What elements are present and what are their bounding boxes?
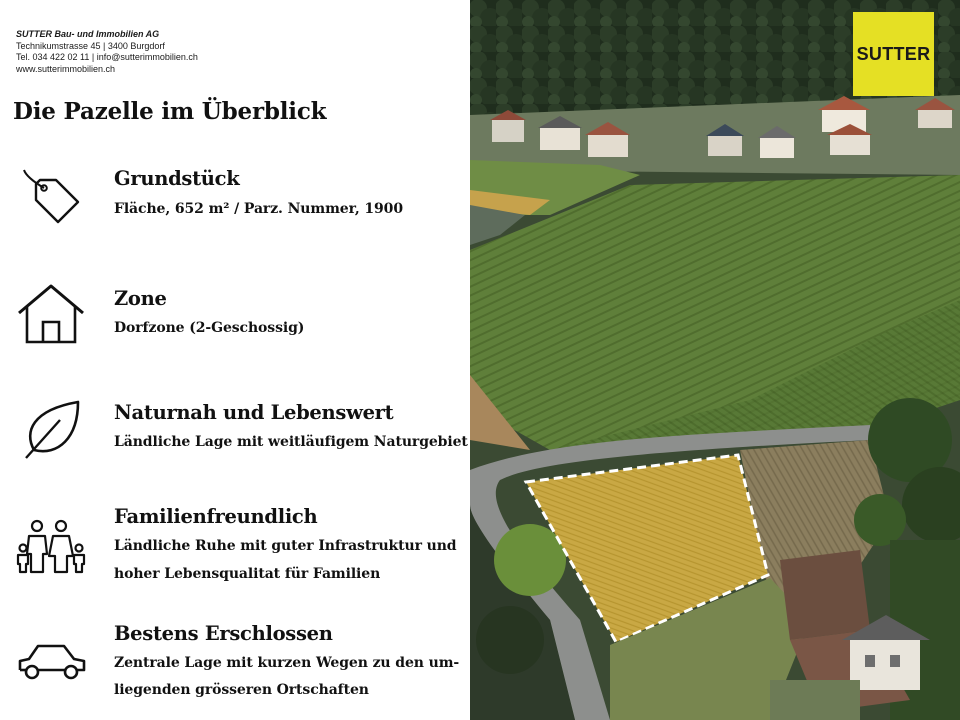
logo-text: SUTTER [856,43,931,64]
company-address: Technikumstrasse 45 | 3400 Burgdorf [16,40,165,51]
feature-title-erschlossen: Bestens Erschlossen [114,622,333,645]
price-tag-icon [20,166,82,228]
feature-text-erschlossen-2: liegenden grösseren Ortschaften [114,682,369,698]
company-name: SUTTER Bau- und Immobilien AG [16,29,160,39]
family-icon [15,518,89,574]
house-icon [16,282,86,346]
feature-title-grundstueck: Grundstück [114,167,240,190]
aerial-photo-illustration [470,0,960,720]
feature-text-zone: Dorfzone (2-Geschossig) [114,320,305,336]
page-title: Die Pazelle im Überblick [13,98,327,125]
company-info [16,29,198,75]
feature-text-familienfreundlich-1: Ländliche Ruhe mit guter Infrastruktur und [114,538,457,554]
feature-title-naturnah: Naturnah und Lebenswert [114,401,394,424]
feature-title-familienfreundlich: Familienfreundlich [114,505,318,528]
feature-text-grundstueck: Fläche, 652 m² / Parz. Nummer, 1900 [114,201,403,217]
car-icon [14,640,90,684]
aerial-photo [470,0,960,720]
leaf-icon [22,398,82,460]
feature-text-familienfreundlich-2: hoher Lebensqualitat für Familien [114,566,381,582]
feature-text-naturnah: Ländliche Lage mit weitläufigem Naturgebiet [114,434,468,450]
info-panel [0,0,470,720]
sutter-logo [853,12,934,96]
company-contact: Tel. 034 422 02 11 | info@sutterimmobilien.ch [16,52,198,62]
feature-text-erschlossen-1: Zentrale Lage mit kurzen Wegen zu den um- [114,655,460,671]
feature-title-zone: Zone [114,287,167,310]
company-website: www.sutterimmobilien.ch [16,63,116,74]
